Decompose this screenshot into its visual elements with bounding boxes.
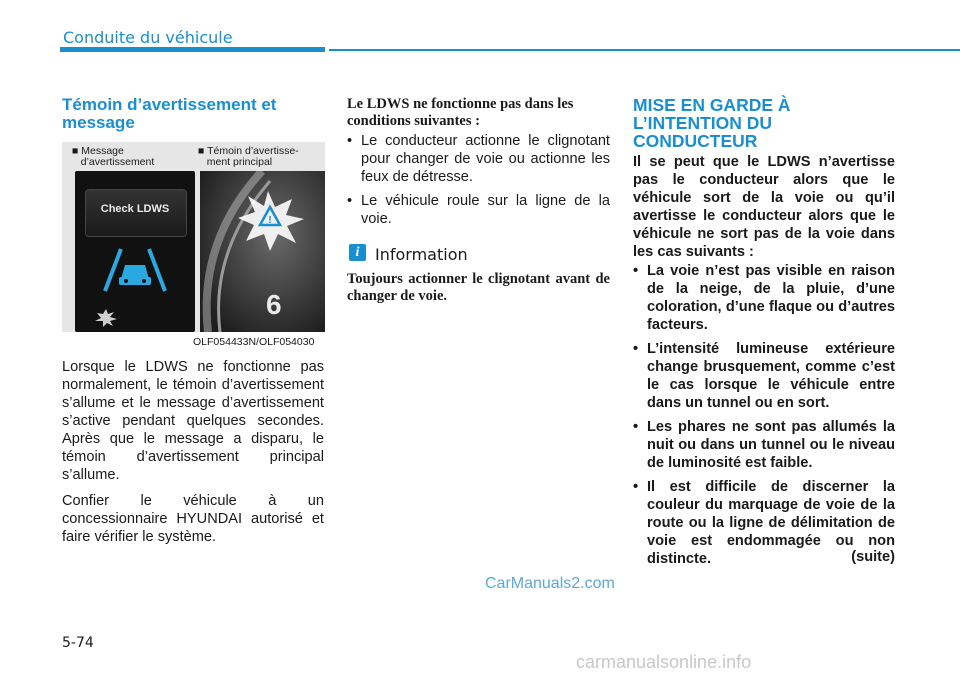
figure-caption-master-warning: ■ Témoin d’avertisse- ment principal	[198, 145, 299, 168]
list-item: • Le véhicule roule sur la ligne de la voie.	[347, 192, 610, 228]
list-item: • Le conducteur actionne le clignotant pour changer de voie ou actionne les feux de détresse.	[347, 132, 610, 186]
watermark-carmanuals2: CarManuals2.com	[485, 575, 615, 592]
page-number: 5-74	[62, 635, 94, 651]
lane-departure-car-icon	[95, 243, 175, 293]
list-item: • L’intensité lumineuse extérieure change brusquement, comme c’est le cas lorsque le véhicule entre dans un tunnel ou en sort.	[633, 340, 895, 412]
driver-caution-intro: Il se peut que le LDWS n’avertisse pas le conducteur alors que le véhicule sort de la voie ou qu’il avertisse le conducteur alors que le véhicule ne sort pas de la voie dans les cas suivants :	[633, 154, 895, 260]
watermark-carmanualsonline: carmanualsonline.info	[576, 652, 752, 672]
figure-caption-message: ■ Message d’avertissement	[72, 145, 155, 168]
left-body	[62, 358, 324, 554]
info-icon: i	[349, 244, 366, 261]
svg-text:!: !	[268, 215, 272, 226]
warning-figure	[62, 142, 325, 332]
cluster-gauge-image	[200, 171, 325, 332]
warning-light-title: Témoin d’avertissement et message	[62, 95, 277, 132]
figure-code: OLF054433N/OLF054030	[193, 336, 315, 348]
driver-caution-list	[633, 262, 895, 574]
master-warning-small-icon	[95, 309, 117, 327]
cluster-message-screen	[75, 171, 195, 332]
ldws-conditions-list	[347, 132, 610, 234]
driver-caution-title: MISE EN GARDE À L’INTENTION DU CONDUCTEUR	[633, 95, 791, 151]
left-paragraph: Lorsque le LDWS ne fonctionne pas normalement, le témoin d’avertissement s’allume et le message d’avertissement s’active pendant quelques secondes. Après que le message a disparu, le témoin d’avertissement principal s’allume.	[62, 359, 324, 483]
list-item: • Il est difficile de discerner la couleur du marquage de voie de la route ou la ligne de délimitation de voie est endommagée ou non distincte.	[633, 478, 895, 568]
info-text: Toujours actionner le clignotant avant de changer de voie.	[347, 271, 610, 304]
left-paragraph: Confier le véhicule à un concessionnaire HYUNDAI autorisé et faire vérifier le système.	[62, 493, 324, 545]
ldws-conditions-heading: Le LDWS ne fonctionne pas dans les conditions suivantes :	[347, 96, 574, 129]
header-rule-thick	[60, 47, 325, 52]
check-ldws-text: Check LDWS	[100, 203, 170, 215]
header-rule-thin	[329, 49, 960, 51]
continued-label: (suite)	[851, 549, 895, 565]
gauge-illustration	[200, 171, 325, 332]
gauge-number: 6	[266, 289, 282, 320]
list-item: • La voie n’est pas visible en raison de la neige, de la pluie, d’une coloration, d’une flaque ou d’autres facteurs.	[633, 262, 895, 334]
section-header-title: Conduite du véhicule	[63, 28, 233, 47]
list-item: • Les phares ne sont pas allumés la nuit ou dans un tunnel ou le niveau de luminosité est faible.	[633, 418, 895, 472]
info-title: Information	[375, 245, 468, 264]
